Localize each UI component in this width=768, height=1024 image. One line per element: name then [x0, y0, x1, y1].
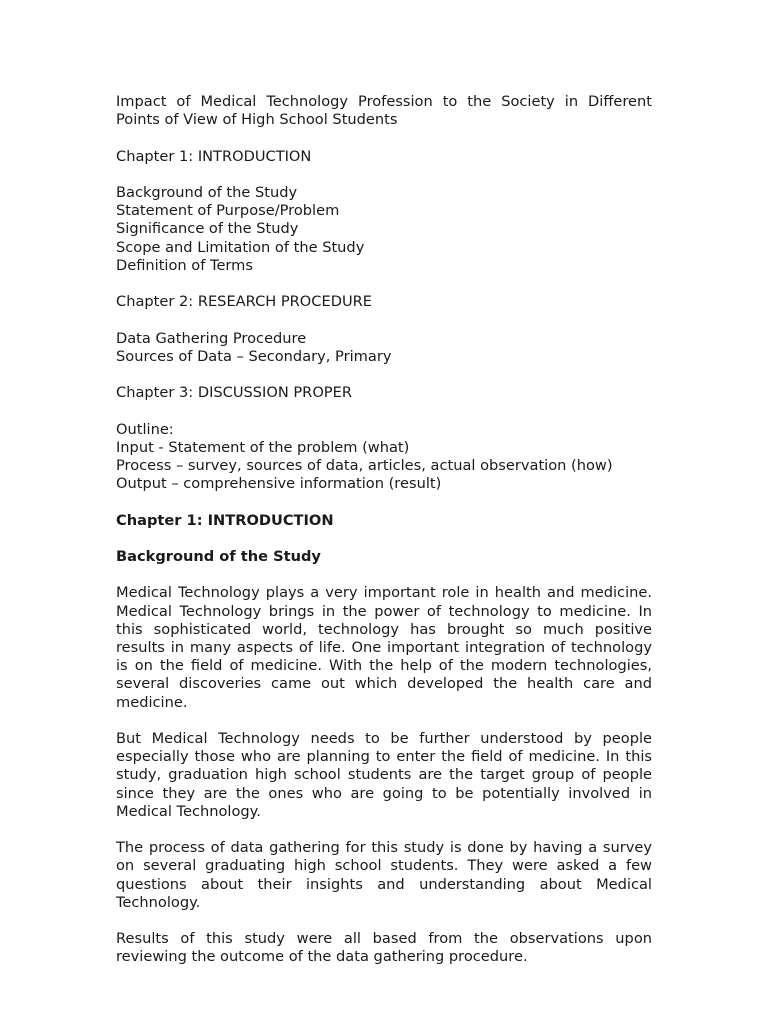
body-paragraph: Medical Technology plays a very important role in health and medicine. Medical Technology brings in the power of technology to medicine. In this sophisticated world, technology has brought so much positive results in many aspects of life. One important integration of technology is on the field of medicine. With the help of the modern technologies, several discoveries came out which developed the health care and medicine. — [116, 584, 652, 711]
outline-label: Outline: — [116, 420, 174, 438]
outline-item: Output – comprehensive information (result) — [116, 475, 442, 493]
section-heading: Background of the Study — [116, 547, 321, 565]
outline-item: Process – survey, sources of data, articles, actual observation (how) — [116, 456, 613, 474]
chapter-heading: Chapter 1: INTRODUCTION — [116, 511, 334, 529]
toc-item: Sources of Data – Secondary, Primary — [116, 347, 392, 365]
toc-chapter-3-heading: Chapter 3: DISCUSSION PROPER — [116, 384, 352, 402]
toc-item: Statement of Purpose/Problem — [116, 202, 340, 220]
toc-item: Definition of Terms — [116, 256, 253, 274]
toc-chapter-2-heading: Chapter 2: RESEARCH PROCEDURE — [116, 293, 372, 311]
body-paragraph: Results of this study were all based from the observations upon reviewing the outcome of the data gathering procedure. — [116, 930, 652, 966]
body-paragraph: The process of data gathering for this study is done by having a survey on several graduating high school students. They were asked a few questions about their insights and understanding about Medical Technology. — [116, 839, 652, 911]
document-page — [116, 93, 652, 967]
toc-item: Scope and Limitation of the Study — [116, 238, 365, 256]
outline-item: Input - Statement of the problem (what) — [116, 438, 410, 456]
toc-chapter-1-heading: Chapter 1: INTRODUCTION — [116, 147, 312, 165]
toc-item: Data Gathering Procedure — [116, 329, 307, 347]
body-paragraph: But Medical Technology needs to be further understood by people especially those who are planning to enter the field of medicine. In this study, graduation high school students are the target group of people since they are the ones who are going to be potentially involved in Medical Technology. — [116, 729, 652, 820]
toc-item: Background of the Study — [116, 183, 298, 201]
toc-item: Significance of the Study — [116, 220, 299, 238]
document-title: Impact of Medical Technology Profession to the Society in Different Points of View of High School Students — [116, 93, 652, 129]
